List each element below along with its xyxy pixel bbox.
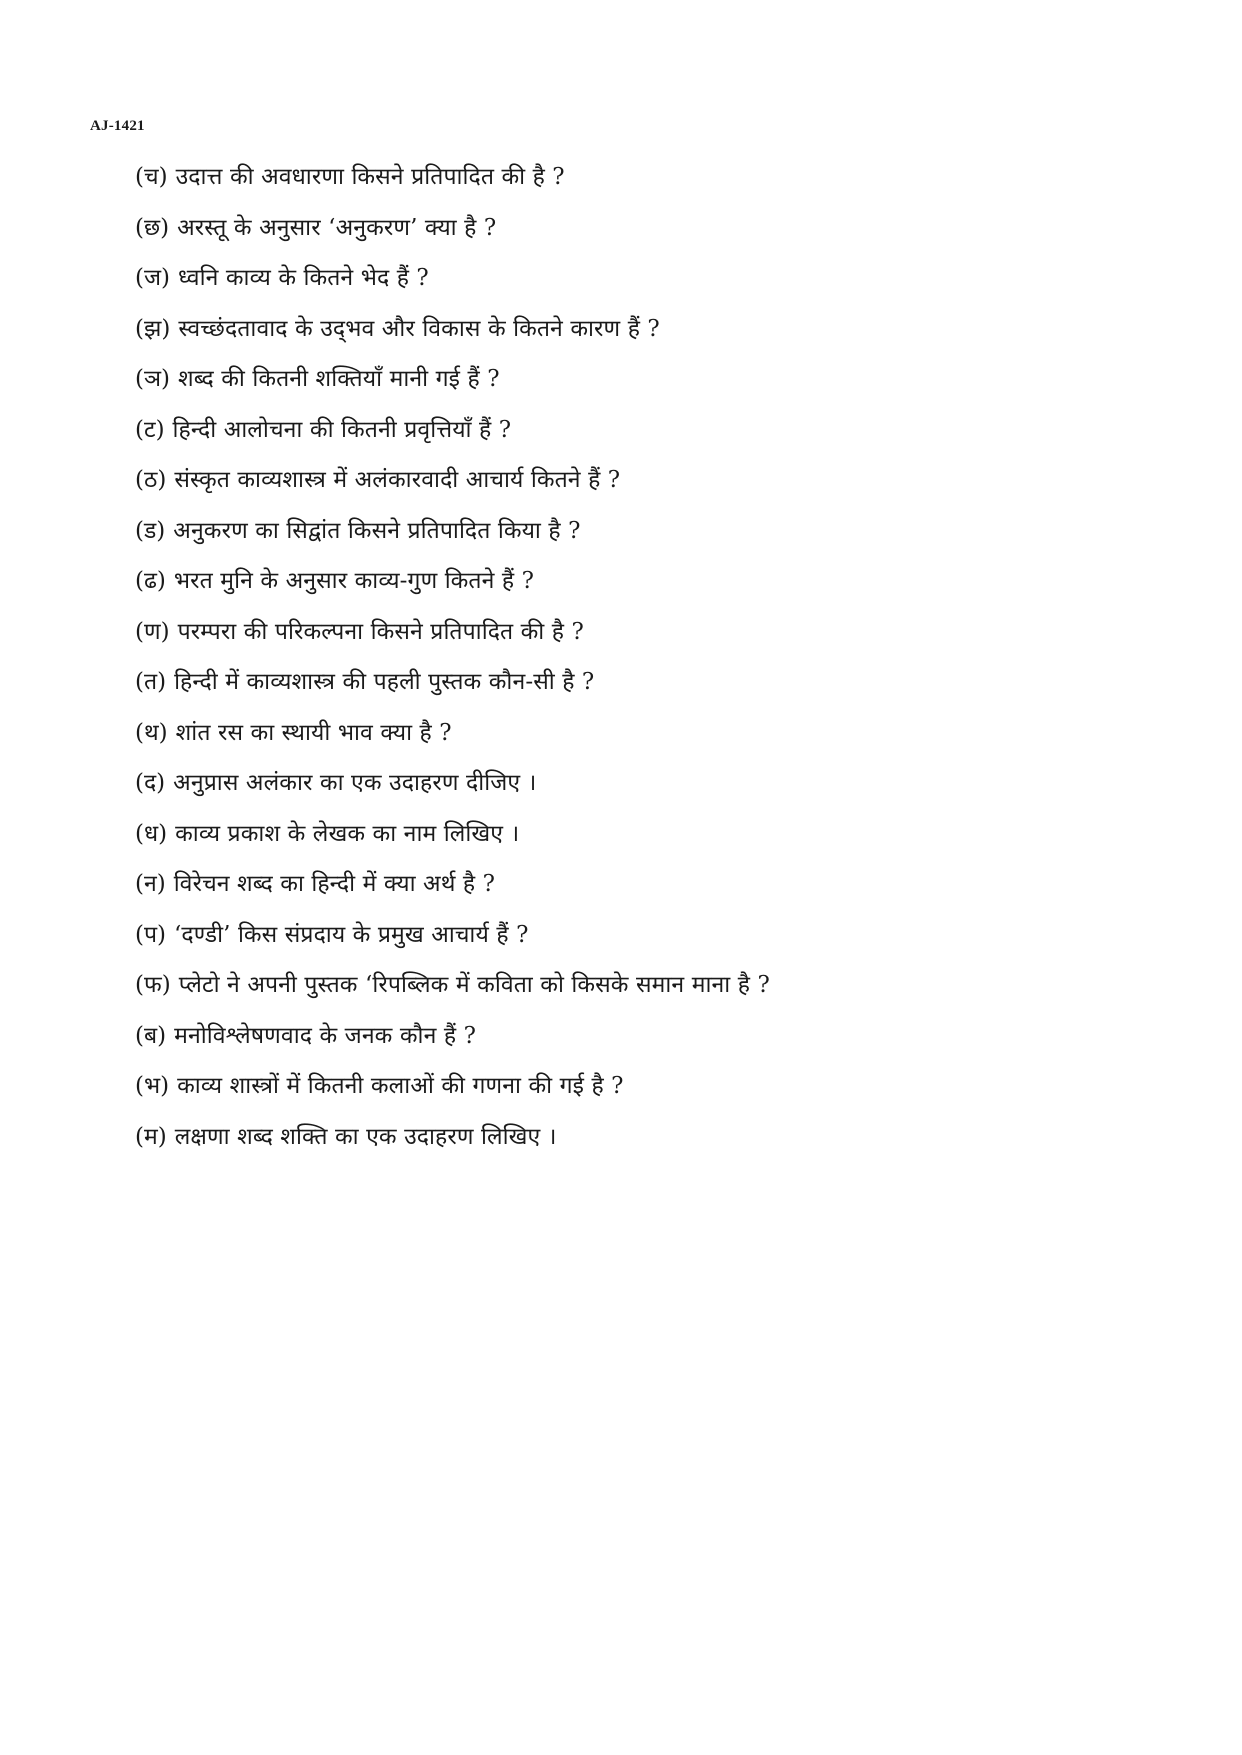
question-label: (ट): [135, 416, 165, 443]
question-text: संस्कृत काव्यशास्त्र में अलंकारवादी आचार्य कितने हैं ?: [174, 467, 621, 493]
question-label: (भ): [135, 1073, 170, 1099]
question-label: (ध): [135, 820, 168, 847]
question-text: मनोविश्लेषणवाद के जनक कौन हैं ?: [174, 1022, 477, 1049]
question-item: [135, 607, 1135, 658]
question-label: (ठ): [135, 467, 167, 493]
question-label: (छ): [135, 214, 170, 241]
question-label: (त): [135, 669, 167, 695]
question-item: [135, 910, 1135, 961]
question-item: [135, 657, 1135, 708]
question-text: परम्परा की परिकल्पना किसने प्रतिपादित की है ?: [177, 618, 584, 645]
question-item: [135, 1112, 1135, 1163]
paper-code: AJ-1421: [90, 118, 145, 134]
question-label: (ज): [135, 265, 171, 291]
question-item: [135, 506, 1135, 557]
question-label: (ब): [135, 1022, 167, 1049]
question-item: [135, 758, 1135, 809]
question-text: काव्य प्रकाश के लेखक का नाम लिखिए ।: [175, 820, 520, 847]
question-list: [135, 152, 1135, 1162]
question-label: (ढ): [135, 568, 166, 594]
question-text: अनुकरण का सिद्वांत किसने प्रतिपादित किया है ?: [173, 517, 581, 544]
question-text: शब्द की कितनी शक्तियाँ मानी गई हैं ?: [178, 366, 500, 392]
question-item: [135, 809, 1135, 860]
question-text: ध्वनि काव्य के कितने भेद हैं ?: [178, 265, 429, 291]
question-item: [135, 708, 1135, 759]
question-item: [135, 455, 1135, 506]
question-text: काव्य शास्त्रों में कितनी कलाओं की गणना की गई है ?: [177, 1073, 624, 1099]
question-text: शांत रस का स्थायी भाव क्या है ?: [175, 719, 452, 746]
question-item: [135, 304, 1135, 355]
question-label: (ण): [135, 618, 170, 645]
question-label: (ड): [135, 517, 166, 544]
question-text: भरत मुनि के अनुसार काव्य-गुण कितने हैं ?: [173, 568, 535, 594]
question-item: [135, 405, 1135, 456]
question-label: (प): [135, 921, 167, 948]
question-label: (म): [135, 1123, 167, 1150]
question-text: उदात्त की अवधारणा किसने प्रतिपादित की है ?: [175, 164, 565, 190]
question-label: (च): [135, 164, 168, 190]
question-label: (फ): [135, 972, 171, 998]
question-label: (झ): [135, 315, 171, 342]
question-text: प्लेटो ने अपनी पुस्तक ‘रिपब्लिक में कविता को किसके समान माना है ?: [178, 972, 770, 998]
question-item: [135, 1061, 1135, 1112]
question-text: अनुप्रास अलंकार का एक उदाहरण दीजिए ।: [173, 770, 537, 796]
question-text: हिन्दी में काव्यशास्त्र की पहली पुस्तक कौन-सी है ?: [174, 669, 595, 695]
question-item: [135, 253, 1135, 304]
question-item: [135, 354, 1135, 405]
question-label: (ञ): [135, 366, 171, 392]
question-item: [135, 960, 1135, 1011]
question-text: विरेचन शब्द का हिन्दी में क्या अर्थ है ?: [173, 871, 496, 897]
question-text: ‘दण्डी’ किस संप्रदाय के प्रमुख आचार्य हैं ?: [174, 921, 529, 948]
question-label: (थ): [135, 719, 168, 746]
question-label: (न): [135, 871, 166, 897]
question-text: अरस्तू के अनुसार ‘अनुकरण’ क्या है ?: [177, 214, 497, 241]
question-item: [135, 203, 1135, 254]
question-text: लक्षणा शब्द शक्ति का एक उदाहरण लिखिए ।: [174, 1123, 557, 1150]
question-text: हिन्दी आलोचना की कितनी प्रवृत्तियाँ हैं ?: [172, 416, 512, 443]
question-item: [135, 859, 1135, 910]
question-item: [135, 152, 1135, 203]
question-item: [135, 1011, 1135, 1062]
question-item: [135, 556, 1135, 607]
question-text: स्वच्छंदतावाद के उद्‌भव और विकास के कितने कारण हैं ?: [178, 315, 660, 342]
question-label: (द): [135, 770, 166, 796]
